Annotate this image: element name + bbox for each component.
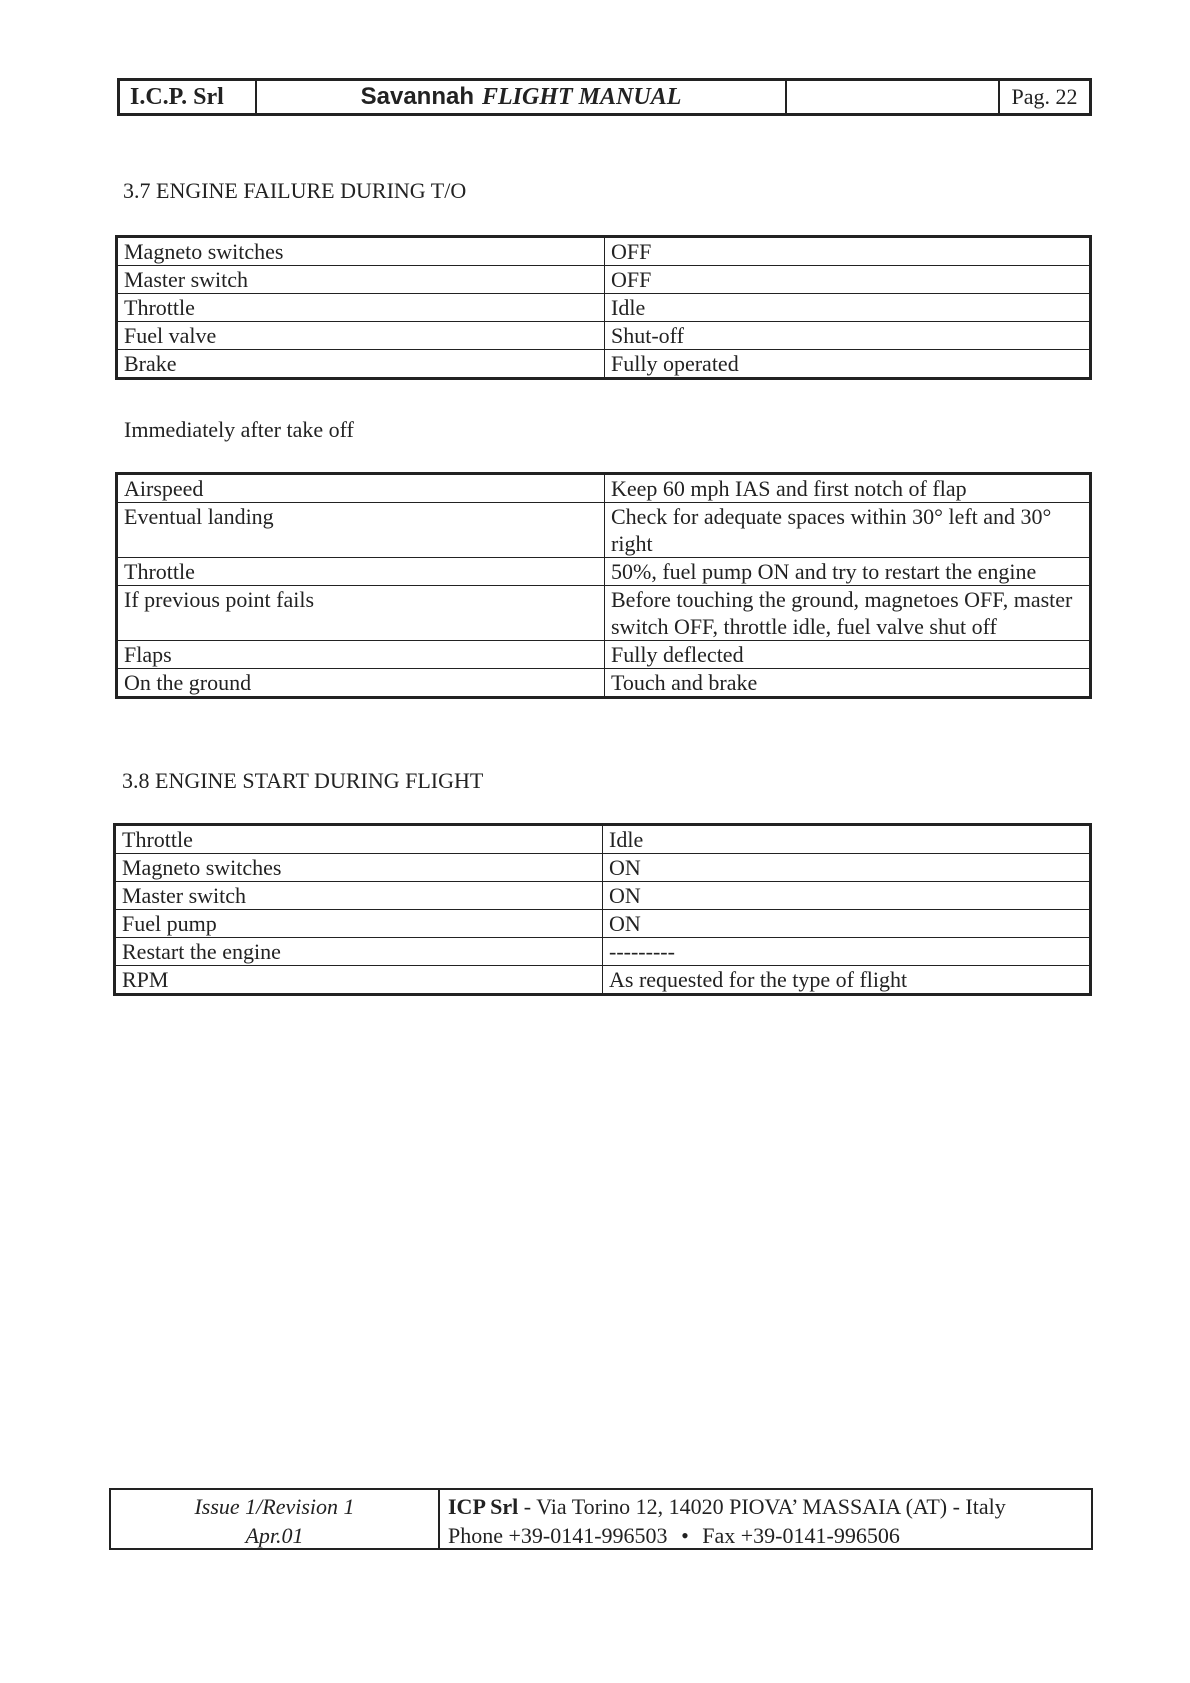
table-row — [117, 350, 1091, 379]
table-row — [115, 825, 1091, 854]
checklist-item: Master switch — [115, 882, 603, 910]
issue-revision: Issue 1/Revision 1 — [194, 1494, 355, 1519]
checklist-action: Before touching the ground, magnetoes OFF, master switch OFF, throttle idle, fuel valve shut off — [605, 586, 1091, 641]
checklist-item: Throttle — [117, 294, 605, 322]
table-row — [117, 294, 1091, 322]
checklist-item: Throttle — [115, 825, 603, 854]
checklist-action: ON — [603, 910, 1091, 938]
brand-name: Savannah — [360, 83, 475, 110]
checklist-item: On the ground — [117, 669, 605, 698]
checklist-action: 50%, fuel pump ON and try to restart the engine — [605, 558, 1091, 586]
contact-line — [448, 1521, 1091, 1550]
engine-start-checklist — [113, 823, 1092, 996]
table-row — [117, 641, 1091, 669]
checklist-action: OFF — [605, 237, 1091, 266]
page-footer — [109, 1488, 1093, 1550]
checklist-item: Restart the engine — [115, 938, 603, 966]
checklist-action: ON — [603, 854, 1091, 882]
manual-title — [257, 81, 787, 113]
checklist-item: Fuel pump — [115, 910, 603, 938]
checklist-item: Eventual landing — [117, 503, 605, 558]
table-row — [117, 322, 1091, 350]
checklist-item: Master switch — [117, 266, 605, 294]
section-3-8-heading: 3.8 ENGINE START DURING FLIGHT — [122, 768, 484, 793]
footer-address: - Via Torino 12, 14020 PIOVA’ MASSAIA (AT) - Italy — [518, 1494, 1006, 1519]
table-row — [117, 558, 1091, 586]
checklist-action: Idle — [603, 825, 1091, 854]
table-row — [117, 669, 1091, 698]
checklist-item: Airspeed — [117, 474, 605, 503]
header-blank-cell — [787, 81, 1000, 113]
company-address-line — [448, 1492, 1091, 1521]
checklist-item: Brake — [117, 350, 605, 379]
company-contact — [440, 1490, 1091, 1548]
table-row — [115, 966, 1091, 995]
engine-failure-checklist — [115, 235, 1092, 380]
checklist-action: Fully deflected — [605, 641, 1091, 669]
checklist-item: Throttle — [117, 558, 605, 586]
after-takeoff-subheading: Immediately after take off — [124, 417, 354, 442]
page-number: Pag. 22 — [1011, 84, 1078, 109]
table-row — [117, 266, 1091, 294]
checklist-action: Check for adequate spaces within 30° left and 30° right — [605, 503, 1091, 558]
table-row — [117, 586, 1091, 641]
table-row — [115, 910, 1091, 938]
checklist-action: Idle — [605, 294, 1091, 322]
bullet-separator: • — [681, 1523, 689, 1548]
checklist-action: ON — [603, 882, 1091, 910]
checklist-action: As requested for the type of flight — [603, 966, 1091, 995]
checklist-action: Touch and brake — [605, 669, 1091, 698]
checklist-item: Magneto switches — [117, 237, 605, 266]
footer-phone: Phone +39-0141-996503 — [448, 1523, 668, 1548]
table-row — [115, 854, 1091, 882]
table-row — [117, 474, 1091, 503]
checklist-action: OFF — [605, 266, 1091, 294]
table-row — [115, 938, 1091, 966]
company-name: I.C.P. Srl — [120, 81, 257, 113]
checklist-item: Fuel valve — [117, 322, 605, 350]
manual-name: FLIGHT MANUAL — [482, 83, 682, 110]
table-row — [117, 503, 1091, 558]
issue-date: Apr.01 — [245, 1523, 304, 1548]
after-takeoff-checklist — [115, 472, 1092, 699]
section-3-7-heading: 3.7 ENGINE FAILURE DURING T/O — [123, 178, 467, 203]
checklist-action: Shut-off — [605, 322, 1091, 350]
checklist-action: --------- — [603, 938, 1091, 966]
table-row — [117, 237, 1091, 266]
checklist-item: Flaps — [117, 641, 605, 669]
checklist-item: RPM — [115, 966, 603, 995]
checklist-item: Magneto switches — [115, 854, 603, 882]
revision-info — [111, 1490, 440, 1548]
table-row — [115, 882, 1091, 910]
footer-company: ICP Srl — [448, 1494, 519, 1519]
footer-fax: Fax +39-0141-996506 — [702, 1523, 900, 1548]
checklist-item: If previous point fails — [117, 586, 605, 641]
checklist-action: Fully operated — [605, 350, 1091, 379]
checklist-action: Keep 60 mph IAS and first notch of flap — [605, 474, 1091, 503]
page-header — [117, 78, 1092, 116]
